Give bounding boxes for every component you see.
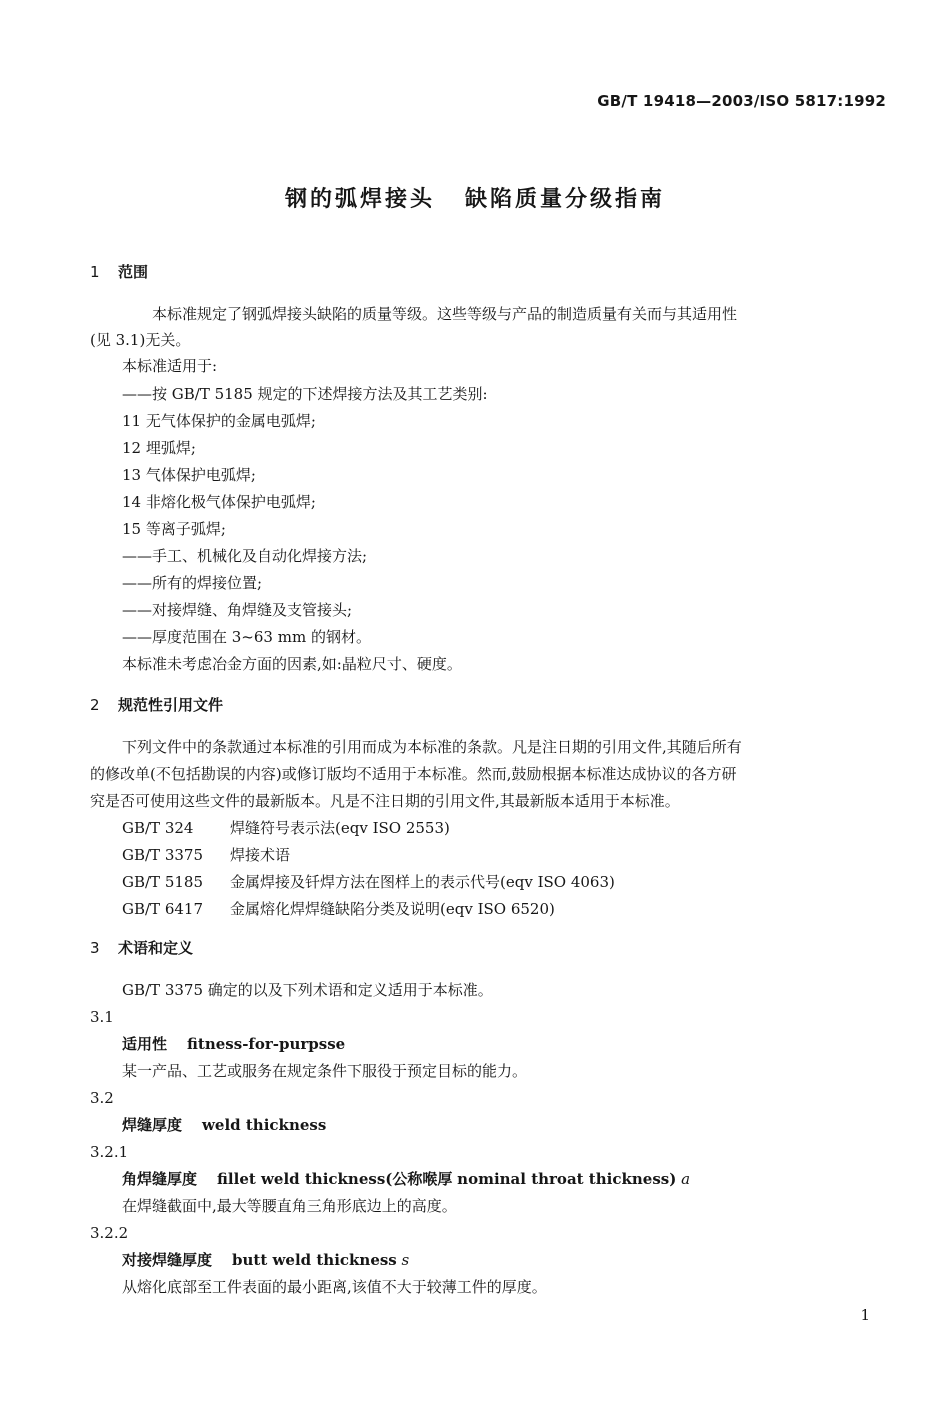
list-item: ——按 GB/T 5185 规定的下述焊接方法及其工艺类别:	[122, 385, 488, 403]
reference-item	[122, 818, 450, 838]
document-title	[0, 182, 950, 213]
paragraph-line: 下列文件中的条款通过本标准的引用而成为本标准的条款。凡是注日期的引用文件,其随后所有	[122, 738, 742, 756]
term-entry	[122, 1034, 345, 1054]
section-number: 3	[90, 939, 100, 957]
list-item: ——所有的焊接位置;	[122, 574, 263, 592]
section-title: 范围	[118, 263, 149, 281]
term-alt-en: nominal throat thickness)	[457, 1170, 677, 1188]
paragraph-line: 究是否可使用这些文件的最新版本。凡是不注日期的引用文件,其最新版本适用于本标准。	[90, 792, 680, 810]
section-title: 术语和定义	[118, 939, 194, 957]
clause-number: 3.2.1	[90, 1143, 129, 1161]
list-item: 13 气体保护电弧焊;	[122, 466, 256, 484]
term-cn: 适用性	[122, 1035, 168, 1053]
term-definition: 在焊缝截面中,最大等腰直角三角形底边上的高度。	[122, 1197, 457, 1215]
standard-code: GB/T 19418—2003/ISO 5817:1992	[597, 92, 886, 110]
term-definition: 某一产品、工艺或服务在规定条件下服役于预定目标的能力。	[122, 1062, 528, 1080]
term-en: fitness-for-purpsse	[187, 1035, 346, 1053]
reference-title: 焊接术语	[230, 846, 291, 864]
list-item: 12 埋弧焊;	[122, 439, 196, 457]
title-part2: 缺陷质量分级指南	[465, 187, 666, 212]
paragraph-line: (见 3.1)无关。	[90, 331, 191, 349]
reference-code: GB/T 6417	[122, 900, 204, 918]
section-3-heading	[90, 938, 193, 958]
term-entry	[122, 1169, 690, 1189]
reference-title: 焊缝符号表示法(eqv ISO 2553)	[230, 819, 450, 837]
list-item: ——厚度范围在 3~63 mm 的钢材。	[122, 628, 371, 646]
section-2-heading	[90, 695, 223, 715]
paragraph-line: 本标准适用于:	[122, 357, 218, 375]
list-item: 15 等离子弧焊;	[122, 520, 226, 538]
paragraph-line: 本标准未考虑冶金方面的因素,如:晶粒尺寸、硬度。	[122, 655, 462, 673]
term-entry	[122, 1250, 409, 1270]
term-cn: 对接焊缝厚度	[122, 1251, 213, 1269]
term-en: fillet weld thickness(	[217, 1170, 393, 1188]
clause-number: 3.2	[90, 1089, 114, 1107]
reference-title: 金属焊接及钎焊方法在图样上的表示代号(eqv ISO 4063)	[230, 873, 615, 891]
reference-item	[122, 872, 615, 892]
section-number: 1	[90, 263, 100, 281]
term-alt-cn: 公称喉厚	[392, 1170, 453, 1188]
reference-code: GB/T 324	[122, 819, 194, 837]
paragraph-line: GB/T 3375 确定的以及下列术语和定义适用于本标准。	[122, 981, 493, 999]
paragraph-line: 本标准规定了钢弧焊接头缺陷的质量等级。这些等级与产品的制造质量有关而与其适用性	[152, 305, 738, 323]
reference-title: 金属熔化焊焊缝缺陷分类及说明(eqv ISO 6520)	[230, 900, 555, 918]
page-number: 1	[860, 1306, 870, 1324]
reference-code: GB/T 3375	[122, 846, 204, 864]
term-definition: 从熔化底部至工件表面的最小距离,该值不大于较薄工件的厚度。	[122, 1278, 547, 1296]
term-en: weld thickness	[202, 1116, 327, 1134]
term-cn: 角焊缝厚度	[122, 1170, 198, 1188]
section-number: 2	[90, 696, 100, 714]
list-item: ——手工、机械化及自动化焊接方法;	[122, 547, 368, 565]
term-cn: 焊缝厚度	[122, 1116, 183, 1134]
reference-code: GB/T 5185	[122, 873, 204, 891]
title-part1: 钢的弧焊接头	[284, 187, 435, 212]
section-1-heading	[90, 262, 148, 282]
clause-number: 3.2.2	[90, 1224, 129, 1242]
clause-number: 3.1	[90, 1008, 114, 1026]
reference-item	[122, 899, 555, 919]
list-item: 11 无气体保护的金属电弧焊;	[122, 412, 316, 430]
paragraph-line: 的修改单(不包括勘误的内容)或修订版均不适用于本标准。然而,鼓励根据本标准达成协议的各方研	[90, 765, 737, 783]
list-item: ——对接焊缝、角焊缝及支管接头;	[122, 601, 353, 619]
list-item: 14 非熔化极气体保护电弧焊;	[122, 493, 316, 511]
term-symbol: s	[401, 1251, 410, 1269]
term-symbol: a	[681, 1170, 691, 1188]
term-en: butt weld thickness	[232, 1251, 397, 1269]
reference-item	[122, 845, 290, 865]
term-entry	[122, 1115, 326, 1135]
section-title: 规范性引用文件	[118, 696, 224, 714]
